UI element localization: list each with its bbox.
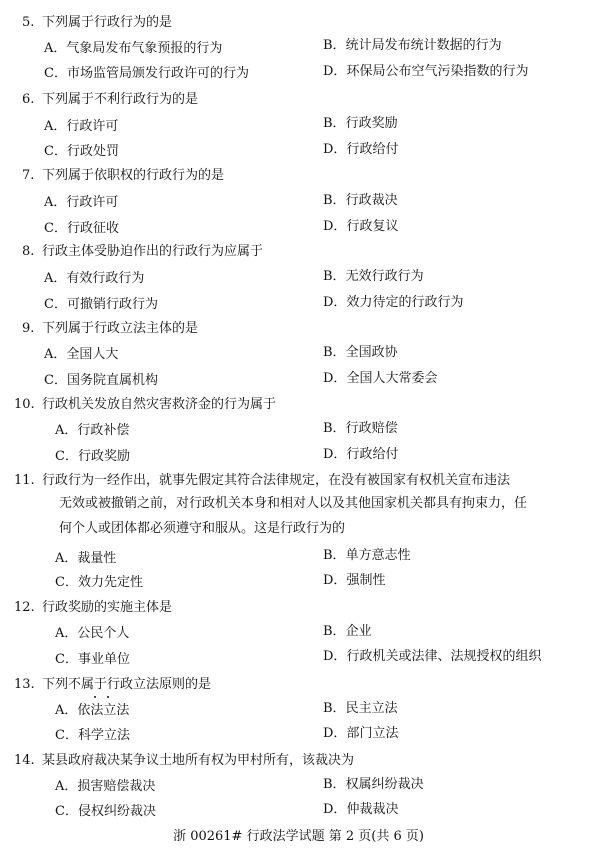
question-text: 下列不属于行政立法原则的是	[42, 677, 212, 692]
option-c: C．事业单位	[55, 652, 130, 667]
option-a: A．行政补偿	[55, 423, 130, 438]
option-a: A．依法立法	[55, 703, 130, 718]
question-stem	[14, 599, 172, 617]
option-d: D．部门立法	[323, 726, 399, 741]
option-b: B．企业	[323, 624, 372, 639]
option-a: A．行政许可	[44, 119, 119, 134]
option-d: D．仲裁裁决	[323, 802, 399, 817]
question-text-line-3: 何个人或团体都必须遵守和服从。这是行政行为的	[59, 521, 346, 536]
option-c: C．科学立法	[55, 728, 130, 743]
option-d: D．行政给付	[323, 447, 399, 462]
option-b: B．民主立法	[323, 701, 398, 716]
question-stem	[22, 167, 224, 185]
question-number: 11.	[14, 473, 35, 488]
page-footer: 浙 00261# 行政法学试题 第 2 页(共 6 页)	[173, 829, 424, 844]
option-a: A．行政许可	[44, 195, 119, 210]
option-d: D．行政机关或法律、法规授权的组织	[323, 649, 542, 664]
option-c: C．效力先定性	[55, 575, 143, 590]
question-text: 下列属于行政行为的是	[42, 15, 173, 30]
question-stem	[22, 243, 263, 261]
question-stem	[14, 676, 211, 694]
option-c: C．国务院直属机构	[44, 373, 158, 388]
question-number: 10.	[14, 397, 35, 412]
question-text-line-2: 无效或被撤销之前，对行政机关本身和相对人以及其他国家机关都具有拘束力，任	[59, 496, 528, 511]
question-stem	[14, 472, 510, 490]
option-d: D．强制性	[323, 573, 386, 588]
option-a: A．有效行政行为	[44, 271, 145, 286]
option-b: B．行政裁决	[323, 193, 398, 208]
option-d: D．环保局公布空气污染指数的行为	[323, 64, 529, 79]
option-c: C．可撤销行政行为	[44, 297, 158, 312]
question-text: 行政行为一经作出，就事先假定其符合法律规定，在没有被国家有权机关宣布违法	[42, 473, 511, 488]
question-number: 9.	[22, 321, 35, 336]
question-stem	[14, 396, 276, 414]
option-d: D．行政给付	[323, 142, 399, 157]
emphasis-dot	[94, 696, 96, 698]
question-text: 行政机关发放自然灾害救济金的行为属于	[42, 397, 277, 412]
option-b: B．单方意志性	[323, 548, 411, 563]
question-text: 行政主体受胁迫作出的行政行为应属于	[42, 244, 264, 259]
option-b: B．行政奖励	[323, 116, 398, 131]
question-number: 7.	[22, 168, 35, 183]
option-d: D．行政复议	[323, 219, 399, 234]
option-a: A．裁量性	[55, 551, 117, 566]
option-b: B．权属纠纷裁决	[323, 777, 424, 792]
option-b: B．全国政协	[323, 345, 398, 360]
question-text: 行政奖励的实施主体是	[42, 600, 173, 615]
question-number: 13.	[14, 677, 35, 692]
option-d: D．全国人大常委会	[323, 371, 438, 386]
option-c: C．行政处罚	[44, 144, 119, 159]
option-a: A．损害赔偿裁决	[55, 779, 156, 794]
question-text: 下列属于不利行政行为的是	[42, 92, 199, 107]
question-text: 某县政府裁决某争议土地所有权为甲村所有，该裁决为	[42, 753, 355, 768]
question-text: 下列属于依职权的行政行为的是	[42, 168, 225, 183]
emphasis-dot	[107, 696, 109, 698]
question-number: 5.	[22, 15, 35, 30]
option-c: C．行政奖励	[55, 449, 130, 464]
question-number: 8.	[22, 244, 35, 259]
question-number: 12.	[14, 600, 35, 615]
option-b: B．无效行政行为	[323, 269, 424, 284]
question-stem	[14, 752, 354, 770]
option-a: A．气象局发布气象预报的行为	[44, 41, 223, 56]
option-c: C．市场监管局颁发行政许可的行为	[44, 66, 249, 81]
question-stem	[22, 320, 198, 338]
question-stem	[22, 14, 172, 32]
option-a: A．公民个人	[55, 626, 130, 641]
question-text: 下列属于行政立法主体的是	[42, 321, 199, 336]
option-d: D．效力待定的行政行为	[323, 295, 464, 310]
option-b: B．统计局发布统计数据的行为	[323, 38, 502, 53]
option-a: A．全国人大	[44, 347, 119, 362]
question-stem	[22, 91, 198, 109]
option-c: C．侵权纠纷裁决	[55, 804, 156, 819]
question-number: 6.	[22, 92, 35, 107]
option-c: C．行政征收	[44, 221, 119, 236]
option-b: B．行政赔偿	[323, 421, 398, 436]
question-number: 14.	[14, 753, 35, 768]
